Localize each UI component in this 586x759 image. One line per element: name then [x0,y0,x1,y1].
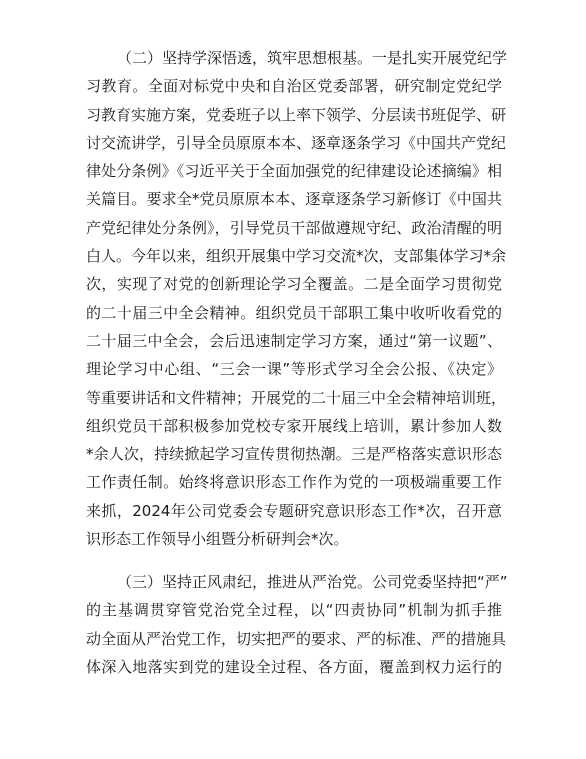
paragraph-ideological-education [86,44,508,553]
text-line: 二十届三中全会，会后迅速制定学习方案，通过“第一议题”、 [86,331,502,350]
text-line: （二）坚持学深悟透，筑牢思想根基。一是扎实开展党纪学 [117,49,508,67]
text-line: 的二十届三中全会精神。组织党员干部职工集中收听收看党的 [86,303,502,322]
paragraph-strict-governance [86,568,508,681]
text-line: 体深入地落实到党的建设全过程、各方面，覆盖到权力运行的 [86,657,502,676]
text-line: 工作责任制。始终将意识形态工作作为党的一项极端重要工作 [86,473,502,492]
text-line: 识形态工作领导小组暨分析研判会*次。 [86,530,349,549]
text-line: *余人次，持续掀起学习宣传贯彻热潮。三是严格落实意识形态 [86,445,502,464]
text-line: （三）坚持正风肃纪，推进从严治党。公司党委坚持把“严” [117,573,508,591]
text-line: 的主基调贯穿管党治党全过程，以“四责协同”机制为抓手推 [86,601,502,620]
text-line: 组织党员干部积极参加党校专家开展线上培训，累计参加人数 [86,416,502,435]
text-line: 习教育。全面对标党中央和自治区党委部署，研究制定党纪学 [86,77,502,96]
text-line: 等重要讲话和文件精神；开展党的二十届三中全会精神培训班， [86,388,507,407]
text-line: 理论学习中心组、“三会一课”等形式学习全会公报、《决定》 [86,360,502,379]
text-line: 律处分条例》《习近平关于全面加强党的纪律建设论述摘编》相 [86,162,502,181]
text-line: 关篇目。要求全*党员原原本本、逐章逐条学习新修订《中国共 [86,190,502,209]
text-line: 习教育实施方案，党委班子以上率下领学、分层读书班促学、研 [86,105,507,124]
text-line: 产党纪律处分条例》，引导党员干部做遵规守纪、政治清醒的明 [86,218,502,237]
text-line: 来抓，2024年公司党委会专题研究意识形态工作*次，召开意 [86,501,502,520]
text-line: 动全面从严治党工作，切实把严的要求、严的标准、严的措施具 [86,629,507,648]
text-line: 讨交流讲学，引导全员原原本本、逐章逐条学习《中国共产党纪 [86,133,507,152]
text-line: 次，实现了对党的创新理论学习全覆盖。二是全面学习贯彻党 [86,275,502,294]
text-line: 白人。今年以来，组织开展集中学习交流*次，支部集体学习*余 [86,247,507,266]
